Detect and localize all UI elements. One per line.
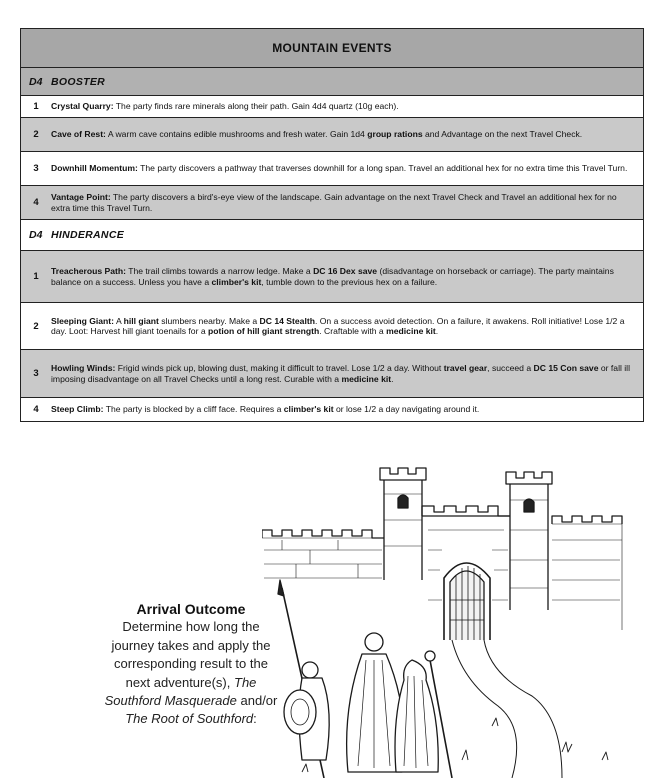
entry-number: 1 bbox=[33, 271, 39, 282]
entry-plain-text: The party is blocked by a cliff face. Requires a bbox=[103, 404, 284, 415]
entry-plain-text: A warm cave contains edible mushrooms and fresh water. Gain 1d4 bbox=[105, 129, 368, 140]
entry-number: 2 bbox=[33, 129, 39, 140]
entry-bold-text: travel gear bbox=[443, 363, 488, 374]
entry-plain-text: The party discovers a pathway that traverses downhill for a long span. Travel an additional hex for no extra time this Travel Turn. bbox=[137, 163, 628, 174]
entry-number: 4 bbox=[33, 404, 39, 415]
entry-text bbox=[51, 404, 637, 414]
arrival-body bbox=[100, 618, 282, 728]
entry-bold-text: climber's kit bbox=[211, 276, 262, 287]
entry-plain-text: or lose 1/2 a day navigating around it. bbox=[333, 404, 480, 415]
traveler-spear-icon bbox=[278, 580, 329, 778]
entry-text bbox=[51, 192, 637, 213]
hinderance-entry-1 bbox=[21, 251, 643, 303]
entry-text bbox=[51, 163, 637, 173]
entry-text bbox=[51, 129, 637, 139]
entry-bold-text: Downhill Momentum: bbox=[51, 163, 138, 174]
adventure-title-2: The Root of Southford bbox=[125, 711, 254, 727]
mountain-events-table bbox=[20, 28, 644, 422]
entry-bold-text: Sleeping Giant: bbox=[51, 315, 115, 326]
gatehouse-icon bbox=[422, 506, 510, 640]
entry-bold-text: Steep Climb: bbox=[51, 404, 104, 415]
arrival-joiner: and/or bbox=[240, 693, 278, 709]
entry-bold-text: DC 14 Stealth bbox=[259, 315, 315, 326]
entry-number: 3 bbox=[33, 163, 39, 174]
entry-text bbox=[51, 363, 637, 384]
entry-plain-text: (disadvantage on horseback or carriage). The party maintains balance on a success. Unless you have a bbox=[51, 266, 614, 287]
entry-bold-text: DC 16 Dex save bbox=[313, 266, 378, 277]
entry-bold-text: climber's kit bbox=[283, 404, 334, 415]
entry-number: 2 bbox=[33, 320, 39, 332]
section-die: D4 bbox=[29, 75, 43, 88]
entry-number: 3 bbox=[33, 368, 39, 379]
road-icon bbox=[452, 640, 562, 778]
entry-plain-text: A bbox=[114, 315, 124, 326]
entry-bold-text: Treacherous Path: bbox=[51, 266, 126, 277]
entry-bold-text: Cave of Rest: bbox=[51, 129, 106, 140]
entry-bold-text: Vantage Point: bbox=[51, 192, 111, 203]
adventure-title-1: The Southford Masquerade bbox=[104, 674, 257, 709]
entry-bold-text: medicine kit bbox=[341, 373, 392, 384]
arrival-body-text: Determine how long the journey takes and apply the corresponding result to the next adventure(s), bbox=[111, 619, 271, 690]
section-die: D4 bbox=[29, 229, 43, 241]
left-tower-icon bbox=[380, 468, 426, 580]
hinderance-entry-2 bbox=[21, 303, 643, 350]
arrival-end: : bbox=[253, 711, 257, 727]
arrival-heading: Arrival Outcome bbox=[136, 601, 246, 617]
section-name: HINDERANCE bbox=[51, 229, 125, 241]
entry-number: 1 bbox=[33, 101, 39, 112]
booster-entry-3 bbox=[21, 152, 643, 186]
traveler-staff-icon bbox=[395, 651, 452, 778]
booster-entry-2 bbox=[21, 118, 643, 152]
entry-plain-text: . Craftable with a bbox=[319, 326, 387, 336]
entry-bold-text: group rations bbox=[367, 129, 423, 140]
booster-entry-1 bbox=[21, 96, 643, 118]
entry-bold-text: Crystal Quarry: bbox=[51, 101, 114, 112]
entry-plain-text: . On a success avoid detection. On a failure, it awakens. Roll initiative! Lose 1/2 a day. Loot: Harvest hill giant toenails for a bbox=[51, 315, 625, 336]
entry-plain-text: and Advantage on the next Travel Check. bbox=[422, 129, 583, 140]
entry-bold-text: hill giant bbox=[123, 315, 159, 326]
entry-plain-text: . bbox=[435, 326, 439, 336]
castle-gate-travelers-illustration bbox=[262, 460, 664, 778]
entry-plain-text: slumbers nearby. Make a bbox=[158, 315, 260, 326]
booster-entry-4 bbox=[21, 186, 643, 220]
left-wall-icon bbox=[262, 530, 384, 578]
entry-plain-text: The party finds rare minerals along their path. Gain 4d4 quartz (10g each). bbox=[113, 101, 399, 112]
entry-text bbox=[51, 101, 637, 111]
arrival-outcome-block bbox=[100, 600, 282, 729]
section-header-booster bbox=[21, 68, 643, 96]
entry-plain-text: . bbox=[391, 373, 394, 384]
table-title-row bbox=[21, 29, 643, 68]
entry-bold-text: potion of hill giant strength bbox=[208, 326, 320, 336]
entry-plain-text: Frigid winds pick up, blowing dust, making it difficult to travel. Lose 1/2 a day. Without bbox=[115, 363, 444, 374]
table-title: MOUNTAIN EVENTS bbox=[272, 41, 392, 55]
entry-plain-text: , tumble down to the previous hex on a failure. bbox=[261, 276, 438, 287]
entry-text bbox=[51, 316, 637, 337]
hinderance-entry-3 bbox=[21, 350, 643, 398]
entry-plain-text: The party discovers a bird's-eye view of the landscape. Gain advantage on the next Travel Check and Travel an additional hex for no extra time this Travel Turn. bbox=[51, 192, 617, 213]
entry-bold-text: DC 15 Con save bbox=[533, 363, 599, 374]
section-name: BOOSTER bbox=[51, 75, 106, 88]
entry-plain-text: The trail climbs towards a narrow ledge. Make a bbox=[125, 266, 314, 277]
entry-bold-text: medicine kit bbox=[386, 326, 436, 336]
entry-number: 4 bbox=[33, 197, 39, 208]
entry-plain-text: , succeed a bbox=[487, 363, 534, 374]
entry-text bbox=[51, 266, 637, 287]
section-header-hinderance bbox=[21, 220, 643, 251]
hinderance-entry-4 bbox=[21, 398, 643, 421]
right-tower-icon bbox=[506, 472, 552, 610]
right-wall-icon bbox=[552, 516, 622, 630]
entry-bold-text: Howling Winds: bbox=[51, 363, 116, 374]
entry-plain-text: or fall ill imposing disadvantage on all Travel Checks until a long rest. Curable with a bbox=[51, 363, 631, 384]
